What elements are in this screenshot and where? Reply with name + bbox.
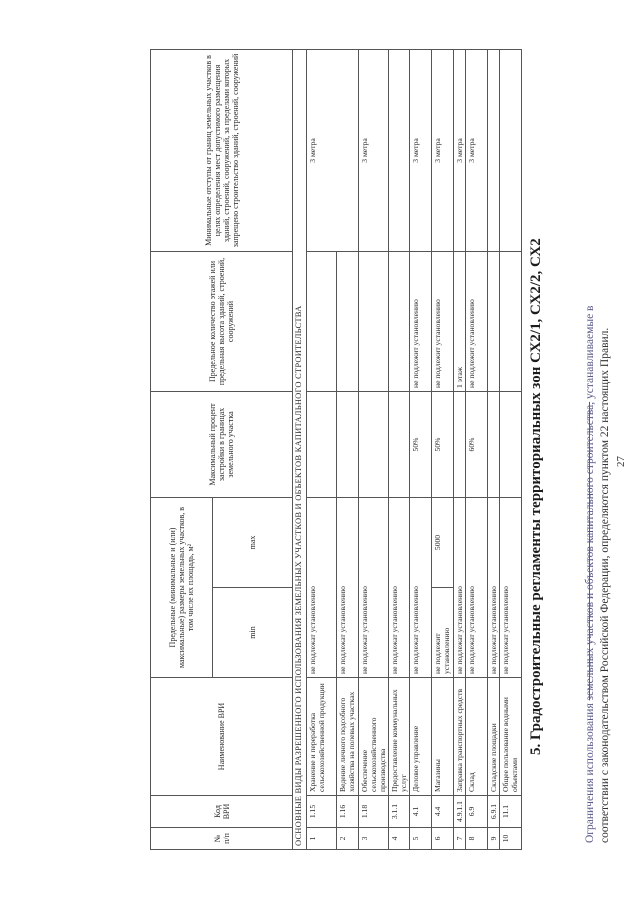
cell-setback: 3 метра: [359, 49, 389, 251]
header-setback: Минимальные отступы от границ земельных участков в целях определения мест допустимого размещения зданий, строений, сооружений, за пределами которых запрещено строительство зданий, строений, сооружений: [151, 49, 293, 251]
table-row: [500, 49, 522, 849]
cell-setback: [500, 49, 522, 251]
cell-code: 11.1: [500, 796, 522, 828]
header-floors: Предельное количество этажей или предельная высота зданий, строений, сооружений: [151, 251, 293, 391]
cell-size: не подлежат установлению: [389, 497, 410, 677]
cell-num: 2: [337, 828, 359, 850]
cell-percent: 50%: [432, 391, 454, 497]
cell-num: 5: [410, 828, 432, 850]
cell-num: 8: [466, 828, 488, 850]
cell-name: Хранение и переработка сельскохозяйственной продукции: [307, 678, 337, 796]
header-code: Код ВРИ: [151, 796, 293, 828]
cell-code: 4.4: [432, 796, 454, 828]
cell-setback: 3 метра: [432, 49, 454, 251]
table-row: [454, 49, 466, 849]
table-row: [307, 49, 337, 849]
cell-floors: не подлежит установлению: [410, 251, 432, 391]
cell-min: не подлежит установлению: [432, 588, 454, 678]
cell-floors: [337, 251, 359, 391]
cell-code: 6.9.1: [488, 796, 500, 828]
cell-floors: 1 этаж: [454, 251, 466, 391]
section-heading: 5. Градостроительные регламенты территориальных зон СХ2/1, СХ2/2, СХ2: [528, 238, 544, 755]
cell-num: 3: [359, 828, 389, 850]
cell-code: 1.16: [337, 796, 359, 828]
cell-code: 4.1: [410, 796, 432, 828]
cell-percent: [454, 391, 466, 497]
cell-floors: [307, 251, 337, 391]
header-percent: Максимальный процент застройки в границах земельного участка: [151, 391, 293, 497]
cell-percent: [307, 391, 337, 497]
cell-size: не подлежат установлению: [466, 497, 488, 677]
cell-num: 4: [389, 828, 410, 850]
intro-paragraph: [583, 43, 613, 843]
cell-setback: 3 метра: [307, 49, 359, 251]
cell-name: Склад: [466, 678, 488, 796]
cell-name: Ведение личного подсобного хозяйства на полевых участках: [337, 678, 359, 796]
cell-size: не подлежат установлению: [488, 497, 500, 677]
cell-size: не подлежат установлению: [307, 497, 337, 677]
header-num: № п/п: [151, 828, 293, 850]
cell-setback: 3 метра: [454, 49, 466, 251]
cell-setback: 3 метра: [466, 49, 488, 251]
header-max: max: [213, 497, 293, 587]
cell-floors: [359, 251, 389, 391]
cell-name: Заправка транспортных средств: [454, 678, 466, 796]
cell-name: Обеспечение сельскохозяйственного производства: [359, 678, 389, 796]
cell-percent: 60%: [466, 391, 488, 497]
cell-floors: [389, 251, 410, 391]
cell-name: Складские площадки: [488, 678, 500, 796]
cell-setback: 3 метра: [410, 49, 432, 251]
table-row: [359, 49, 389, 849]
cell-size: не подлежат установлению: [410, 497, 432, 677]
table-row: [432, 49, 454, 849]
cell-floors: не подлежит установлению: [432, 251, 454, 391]
cell-code: 6.9: [466, 796, 488, 828]
cell-setback: [389, 49, 410, 251]
cell-percent: [500, 391, 522, 497]
section-title-row: ОСНОВНЫЕ ВИДЫ РАЗРЕШЕННОГО ИСПОЛЬЗОВАНИЯ ЗЕМЕЛЬНЫХ УЧАСТКОВ И ОБЪЕКТОВ КАПИТАЛЬНОГО СТРОИТЕЛЬСТВА: [293, 49, 307, 849]
intro-line-1: [583, 43, 598, 843]
cell-percent: 50%: [410, 391, 432, 497]
cell-size: не подлежат установлению: [454, 497, 466, 677]
cell-percent: [488, 391, 500, 497]
cell-floors: [488, 251, 500, 391]
header-size: Предельные (минимальные и (или) максимальные) размеры земельных участков, в том числе их площадь, м²: [151, 497, 213, 677]
cell-num: 10: [500, 828, 522, 850]
cell-num: 6: [432, 828, 454, 850]
cell-num: 1: [307, 828, 337, 850]
cell-size: не подлежат установлению: [500, 497, 522, 677]
cell-floors: не подлежит установлению: [466, 251, 488, 391]
cell-percent: [359, 391, 389, 497]
cell-code: 4.9.1.1: [454, 796, 466, 828]
header-min: min: [213, 588, 293, 678]
cell-percent: [389, 391, 410, 497]
cell-size: не подлежат установлению: [359, 497, 389, 677]
cell-name: Общее пользование водными объектами: [500, 678, 522, 796]
table-row: [410, 49, 432, 849]
cell-setback: [488, 49, 500, 251]
cell-size: не подлежат установлению: [337, 497, 359, 677]
regulations-table: [150, 49, 522, 850]
cell-code: 1.18: [359, 796, 389, 828]
intro-line-1-c: устанавливаемые в: [584, 305, 596, 399]
intro-line-1-a: Ограничения использования: [584, 703, 596, 843]
intro-line-1-b: земельных участков и объектов капитального строительства,: [584, 401, 596, 701]
header-name: Наименование ВРИ: [151, 678, 293, 796]
page-number: 27: [615, 456, 627, 467]
cell-name: Деловое управление: [410, 678, 432, 796]
cell-name: Предоставление коммунальных услуг: [389, 678, 410, 796]
cell-num: 9: [488, 828, 500, 850]
table-row: [488, 49, 500, 849]
cell-max: 5000: [432, 497, 454, 587]
cell-floors: [500, 251, 522, 391]
table-row: [389, 49, 410, 849]
table-row: [466, 49, 488, 849]
cell-name: Магазины: [432, 678, 454, 796]
cell-code: 3.1.1: [389, 796, 410, 828]
intro-line-2: соответствии с законодательством Российской Федерации, определяются пунктом 22 настоящих Правил.: [599, 327, 611, 843]
cell-code: 1.15: [307, 796, 337, 828]
cell-percent: [337, 391, 359, 497]
cell-num: 7: [454, 828, 466, 850]
